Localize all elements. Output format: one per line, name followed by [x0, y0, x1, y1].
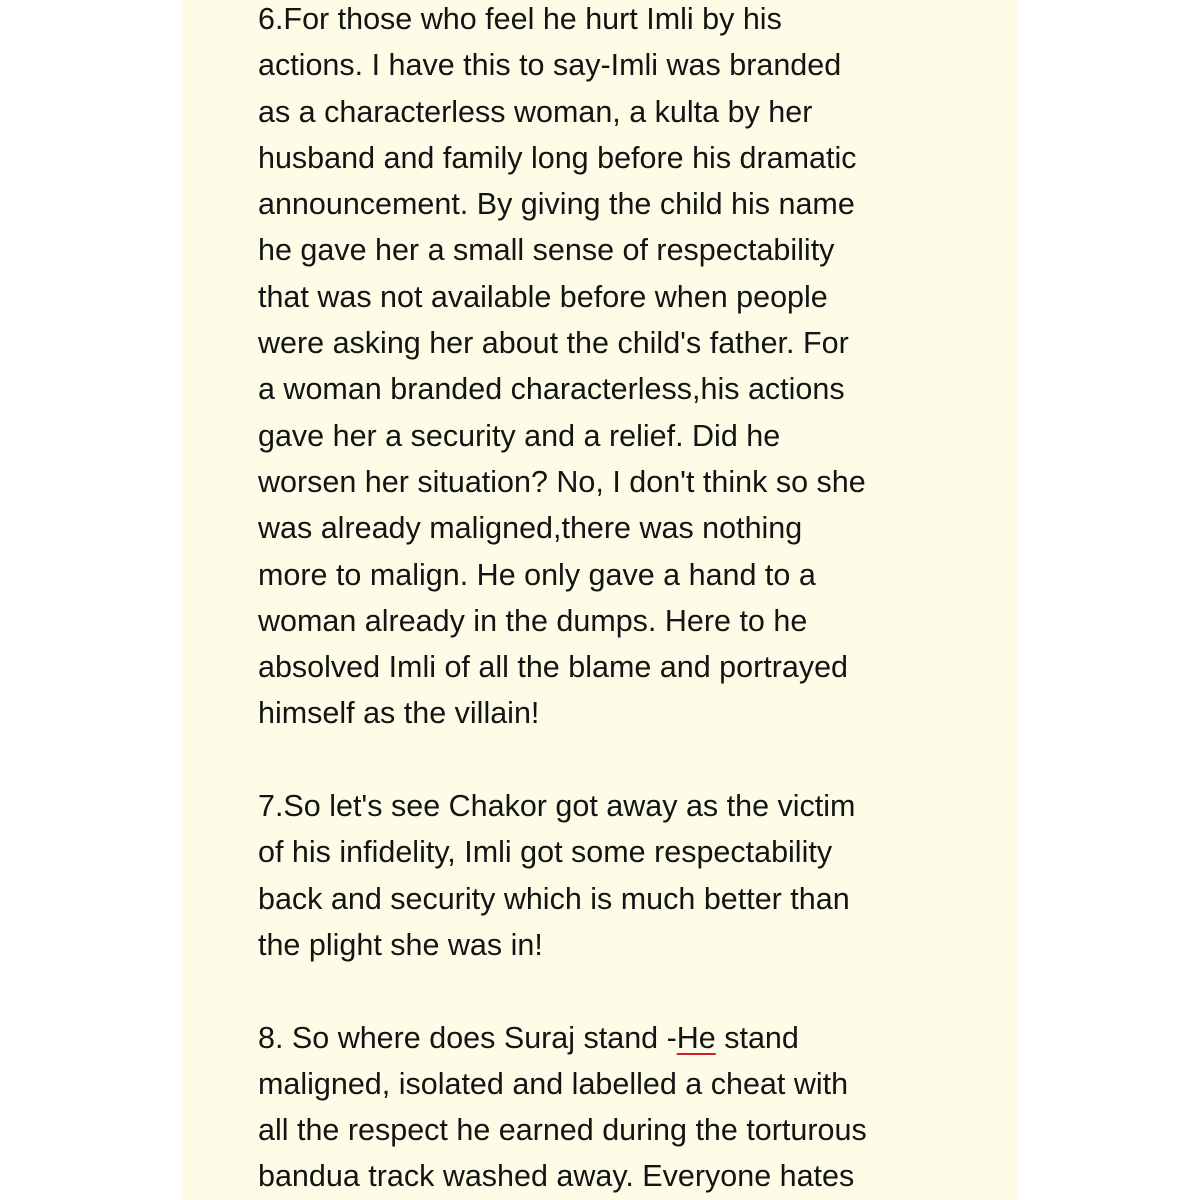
line-prefix: 8. So where does Suraj stand - [258, 1020, 677, 1055]
text-line: a woman branded characterless,his actions [258, 372, 845, 407]
text-line: announcement. By giving the child his name [258, 187, 855, 222]
text-line: maligned, isolated and labelled a cheat with [258, 1066, 849, 1101]
text-line: of his infidelity, Imli got some respectability [258, 835, 833, 870]
spellcheck-flagged-word[interactable]: He [676, 1020, 716, 1055]
text-line: as a characterless woman, a kulta by her [258, 94, 813, 129]
text-line: 7.So let's see Chakor got away as the victim [258, 789, 856, 824]
paragraph-point-7 [258, 783, 958, 968]
text-line: more to malign. He only gave a hand to a [258, 557, 816, 592]
text-line: was already maligned,there was nothing [258, 511, 803, 546]
text-line: husband and family long before his dramatic [258, 140, 857, 175]
text-line: the plight she was in! [258, 927, 543, 962]
text-line-with-spellcheck [258, 1015, 958, 1061]
document-page [182, 0, 1018, 1200]
text-line: absolved Imli of all the blame and portrayed [258, 650, 848, 685]
paragraph-point-6 [258, 0, 958, 737]
paragraph-spacer [258, 737, 958, 783]
paragraph-point-8 [258, 1015, 958, 1200]
text-line: he gave her a small sense of respectability [258, 233, 835, 268]
text-line: back and security which is much better than [258, 881, 850, 916]
text-line: 6.For those who feel he hurt Imli by his [258, 2, 782, 36]
text-line: actions. I have this to say-Imli was branded [258, 48, 842, 83]
text-line: worsen her situation? No, I don't think so she [258, 464, 866, 499]
text-line: were asking her about the child's father. For [258, 326, 849, 361]
paragraph-spacer [258, 968, 958, 1014]
text-line: himself as the villain! [258, 696, 540, 731]
text-line: all the respect he earned during the torturous [258, 1113, 867, 1148]
text-line: gave her a security and a relief. Did he [258, 418, 781, 453]
line-suffix: stand [715, 1020, 799, 1055]
text-line: woman already in the dumps. Here to he [258, 603, 808, 638]
document-text [258, 0, 958, 1200]
text-line: bandua track washed away. Everyone hates [258, 1159, 855, 1194]
text-line: that was not available before when people [258, 279, 828, 314]
